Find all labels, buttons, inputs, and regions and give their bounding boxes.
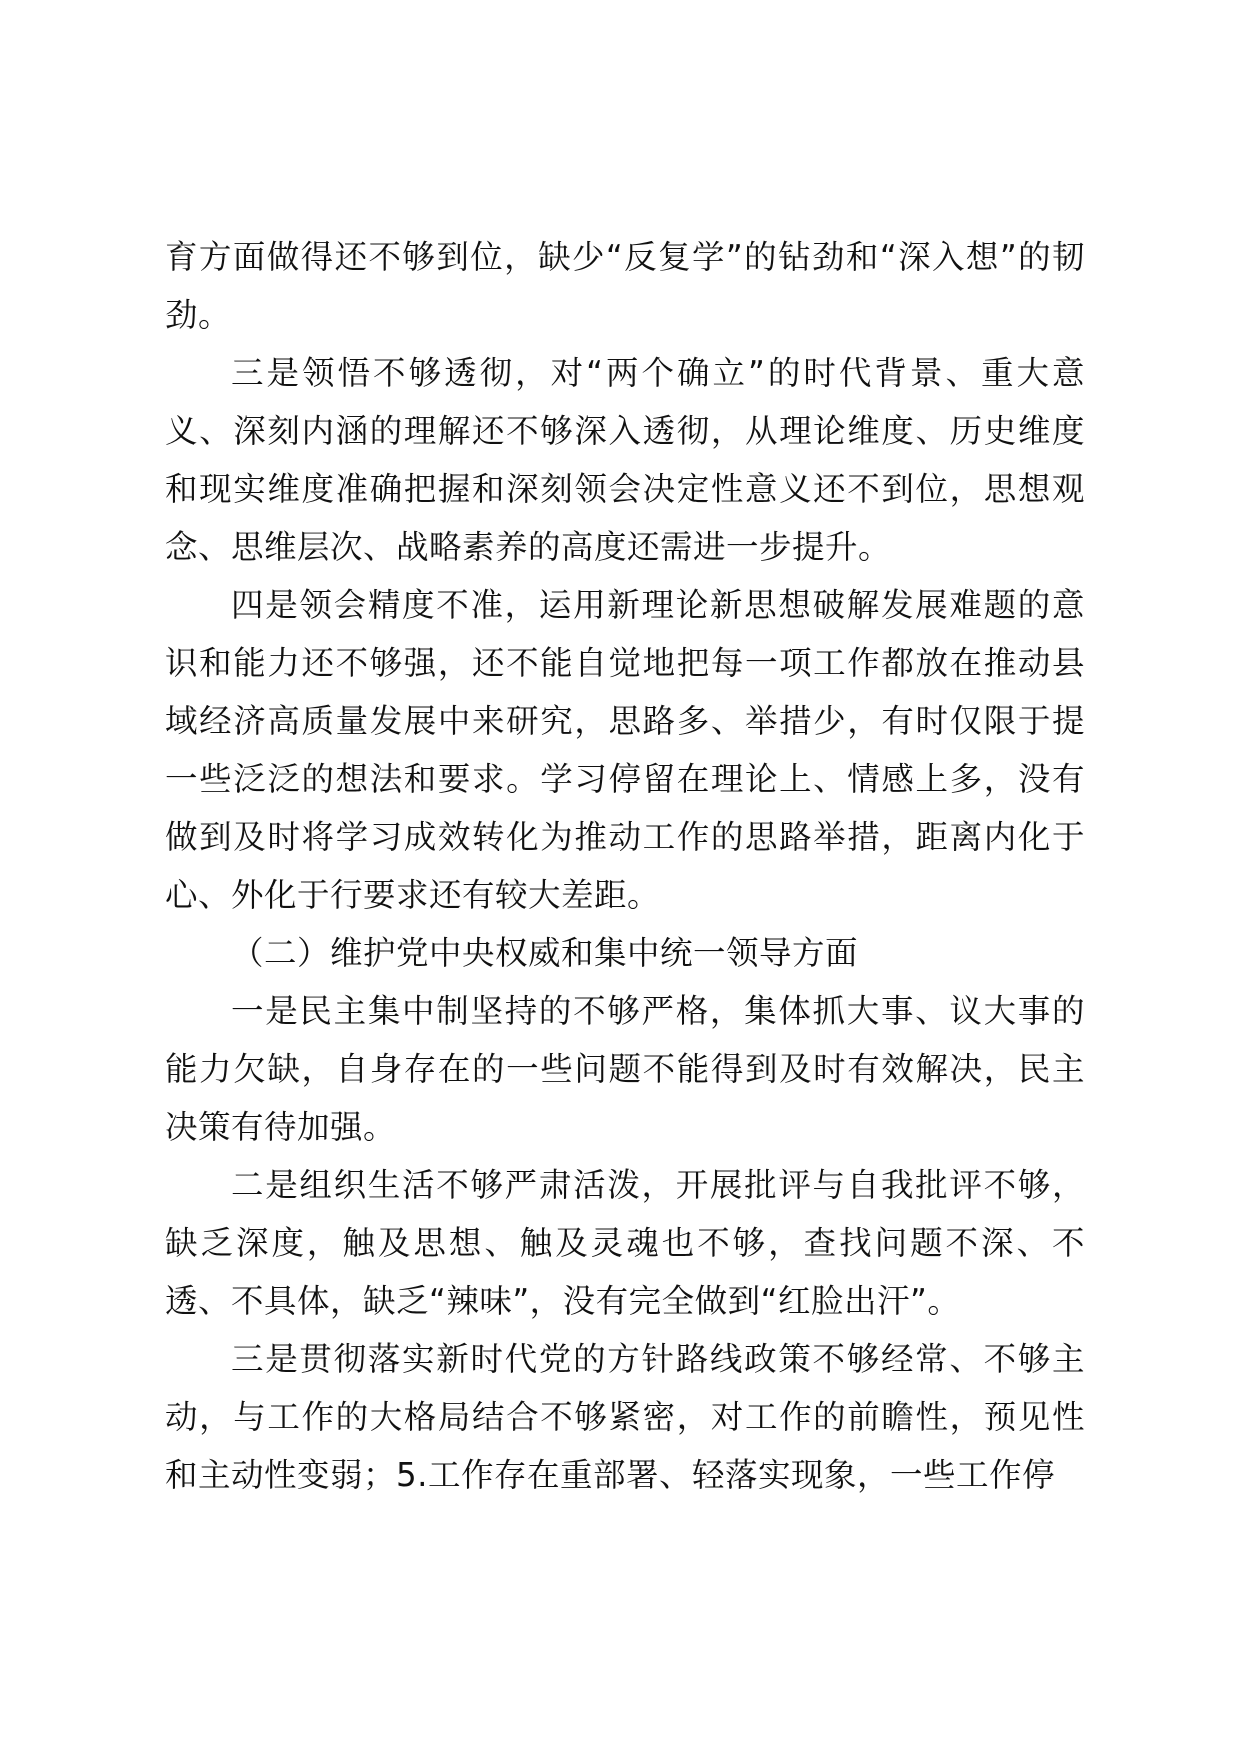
paragraph-4: 一是民主集中制坚持的不够严格，集体抓大事、议大事的能力欠缺，自身存在的一些问题不能得到及时有效解决，民主决策有待加强。	[165, 992, 1085, 1146]
paragraph-1: 育方面做得还不够到位，缺少“反复学”的钻劲和“深入想”的韧劲。	[165, 238, 1085, 334]
paragraph-2: 三是领悟不够透彻，对“两个确立”的时代背景、重大意义、深刻内涵的理解还不够深入透彻，从理论维度、历史维度和现实维度准确把握和深刻领会决定性意义还不到位，思想观念、思维层次、战略素养的高度还需进一步提升。	[165, 354, 1085, 566]
paragraph-5: 二是组织生活不够严肃活泼，开展批评与自我批评不够，缺乏深度，触及思想、触及灵魂也不够，查找问题不深、不透、不具体，缺乏“辣味”，没有完全做到“红脸出汗”。	[165, 1166, 1085, 1320]
paragraph-6: 三是贯彻落实新时代党的方针路线政策不够经常、不够主动，与工作的大格局结合不够紧密，对工作的前瞻性，预见性和主动性变弱；5.工作存在重部署、轻落实现象，一些工作停	[165, 1340, 1085, 1494]
section-heading: （二）维护党中央权威和集中统一领导方面	[231, 934, 859, 972]
paragraph-3: 四是领会精度不准，运用新理论新思想破解发展难题的意识和能力还不够强，还不能自觉地把每一项工作都放在推动县域经济高质量发展中来研究，思路多、举措少，有时仅限于提一些泛泛的想法和要求。学习停留在理论上、情感上多，没有做到及时将学习成效转化为推动工作的思路举措，距离内化于心、外化于行要求还有较大差距。	[165, 586, 1085, 914]
document-body	[165, 228, 1085, 1504]
